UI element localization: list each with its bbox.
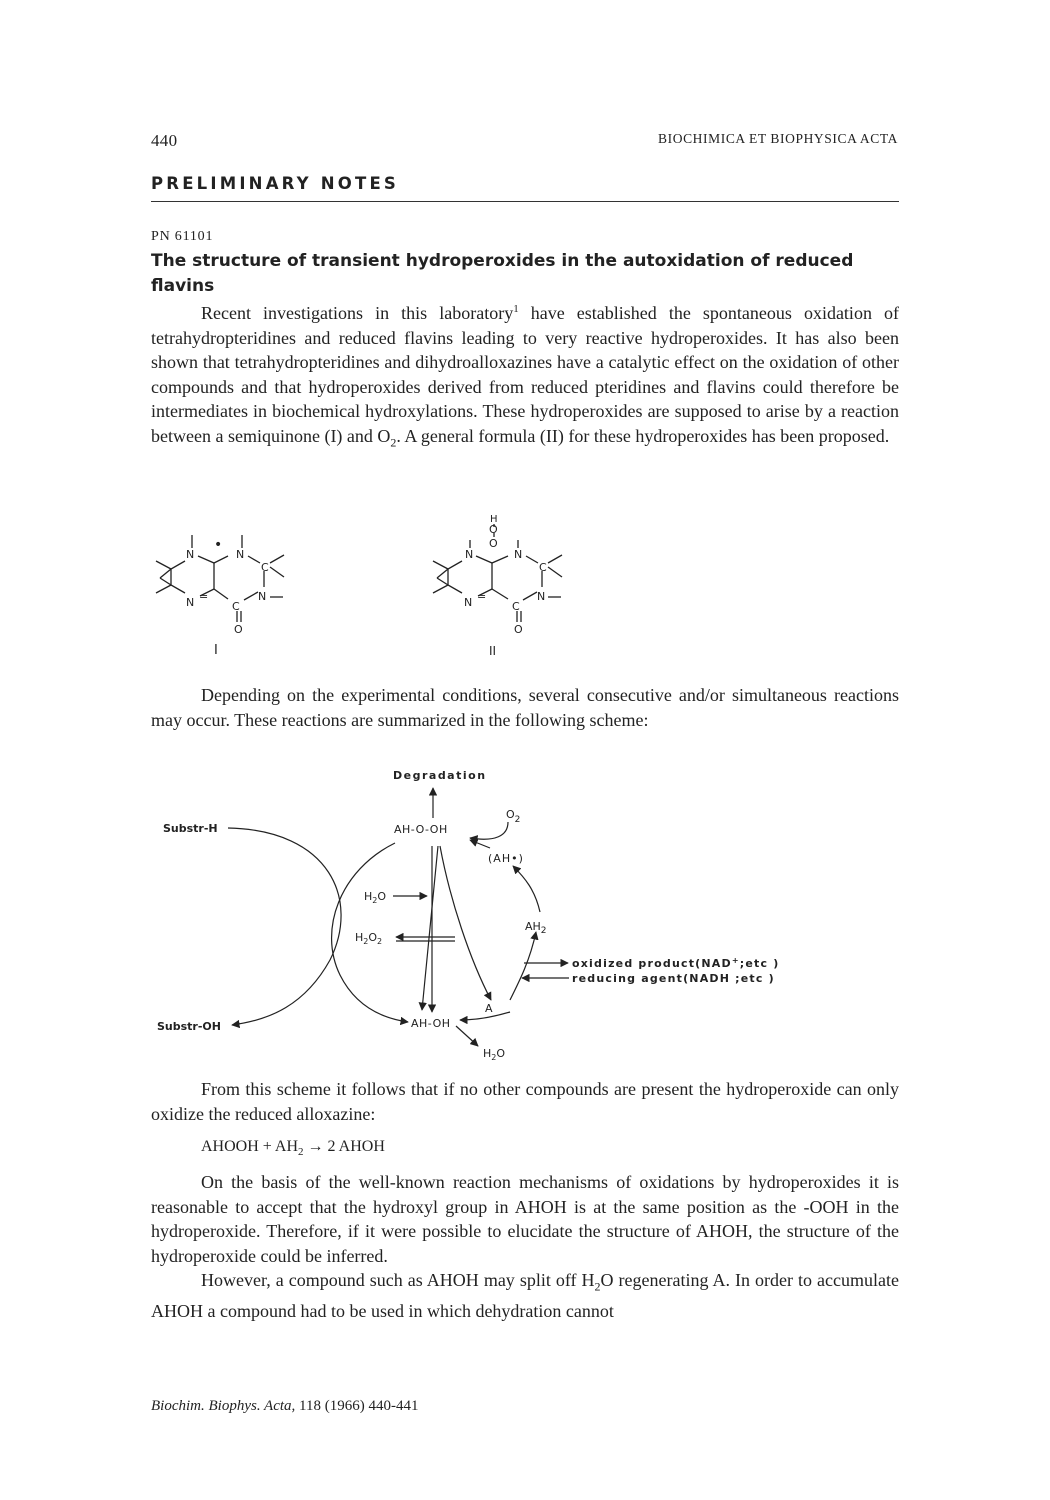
radical-label: (AH•) <box>488 852 524 865</box>
reaction-scheme <box>0 755 1050 1075</box>
atom-N: N <box>537 590 546 603</box>
reference-mark: 1 <box>513 303 519 315</box>
text-run: . A general formula (II) for these hydroperoxides has been proposed. <box>396 425 890 446</box>
paragraph-mechanism: On the basis of the well-known reaction mechanisms of oxidations by hydroperoxides it is reasonable to accept that the hydroxyl group in AHOH is at the same position as the -OOH in the hydroperoxide. Therefore, if it were possible to elucidate the structure of AHOH, the structure of the hydroperoxide could be inferred. <box>151 1172 899 1266</box>
atom-N: N <box>186 548 195 561</box>
atom-O: O <box>489 523 498 536</box>
substr-h-label: Substr-H <box>163 822 218 835</box>
text-run: O regenerating A. In order to accumulate AHOH a compound had to be used in which dehydration cannot <box>151 1270 899 1322</box>
structure-label-II: II <box>489 644 497 658</box>
atom-C: C <box>261 561 269 574</box>
article-title: The structure of transient hydroperoxides in the autoxidation of reduced flavins <box>151 251 854 296</box>
equation-right: → 2 AHOH <box>303 1138 385 1155</box>
text-run: have established the spontaneous oxidation of tetrahydropteridines and reduced flavins leading to very reactive hydroperoxides. It has also been shown that tetrahydropteridines and dihydroalloxazines have a catalytic effect on the oxidation of other compounds and that hydroperoxides derived from reduced pteridines and flavins could therefore be intermediates in biochemical hydroxylations. These hydroperoxides are supposed to arise by a reaction between a semiquinone (I) and O <box>151 303 899 446</box>
subscript: 2 <box>390 435 397 450</box>
ah2-label: $AH_2$ <box>525 920 547 936</box>
atom-N: N <box>464 596 473 609</box>
atom-N: N <box>465 548 474 561</box>
bond-double: = <box>477 590 487 603</box>
substr-oh-label: Substr-OH <box>157 1020 221 1033</box>
section-title: PRELIMINARY NOTES <box>151 174 400 193</box>
atom-O: O <box>514 623 523 636</box>
subscript: 2 <box>298 1146 304 1159</box>
equation-left: AHOOH + AH <box>201 1138 299 1155</box>
text-run: However, a compound such as AHOH may split off H <box>201 1270 595 1290</box>
oxidized-product-label: oxidized product(NAD+;etc ) <box>572 956 780 970</box>
paragraph-intro <box>151 297 899 455</box>
atom-O: O <box>234 623 243 636</box>
alloxazine-a-label: A <box>485 1002 493 1015</box>
radical-dot: • <box>214 537 223 553</box>
atom-N: N <box>186 596 195 609</box>
text-run: Recent investigations in this laboratory <box>201 303 514 323</box>
bond-double: = <box>199 590 209 603</box>
atom-N: N <box>258 590 267 603</box>
atom-O: O <box>489 537 498 550</box>
page-number: 440 <box>151 131 178 150</box>
section-rule <box>151 201 899 202</box>
subscript: 2 <box>594 1279 601 1294</box>
reducing-agent-label: reducing agent(NADH ;etc ) <box>572 972 775 985</box>
paragraph-dehydration <box>151 1268 899 1324</box>
atom-C: C <box>232 600 240 613</box>
degradation-label: Degradation <box>393 769 487 782</box>
atom-N: N <box>236 548 245 561</box>
structure-label-I: I <box>214 643 218 658</box>
journal-name: BIOCHIMICA ET BIOPHYSICA ACTA <box>658 131 898 146</box>
note-id: PN 61101 <box>151 229 214 244</box>
paragraph-scheme-intro: Depending on the experimental conditions, several consecutive and/or simultaneous reactions may occur. These reactions are summarized in the following scheme: <box>151 685 899 730</box>
footer-journal: Biochim. Biophys. Acta, <box>151 1398 296 1414</box>
atom-N: N <box>514 548 523 561</box>
citation-footer <box>151 1398 418 1415</box>
atom-H: H <box>490 514 498 525</box>
atom-C: C <box>539 561 547 574</box>
water-out-label: $H_2O$ <box>483 1047 506 1062</box>
hydroperoxide-label: AH-O-OH <box>394 823 448 836</box>
structures-figure <box>0 500 1050 670</box>
footer-citation: 118 (1966) 440-441 <box>295 1398 419 1414</box>
o2-label: $O_2$ <box>506 808 521 825</box>
paragraph-scheme-conclusion: From this scheme it follows that if no other compounds are present the hydroperoxide can only oxidize the reduced alloxazine: <box>151 1079 899 1124</box>
reaction-equation <box>201 1138 385 1158</box>
atom-C: C <box>512 600 520 613</box>
hydroxy-product-label: AH-OH <box>411 1017 451 1030</box>
peroxide-label: $H_2O_2$ <box>355 931 383 946</box>
water-in-label: $H_2O$ <box>364 890 387 905</box>
